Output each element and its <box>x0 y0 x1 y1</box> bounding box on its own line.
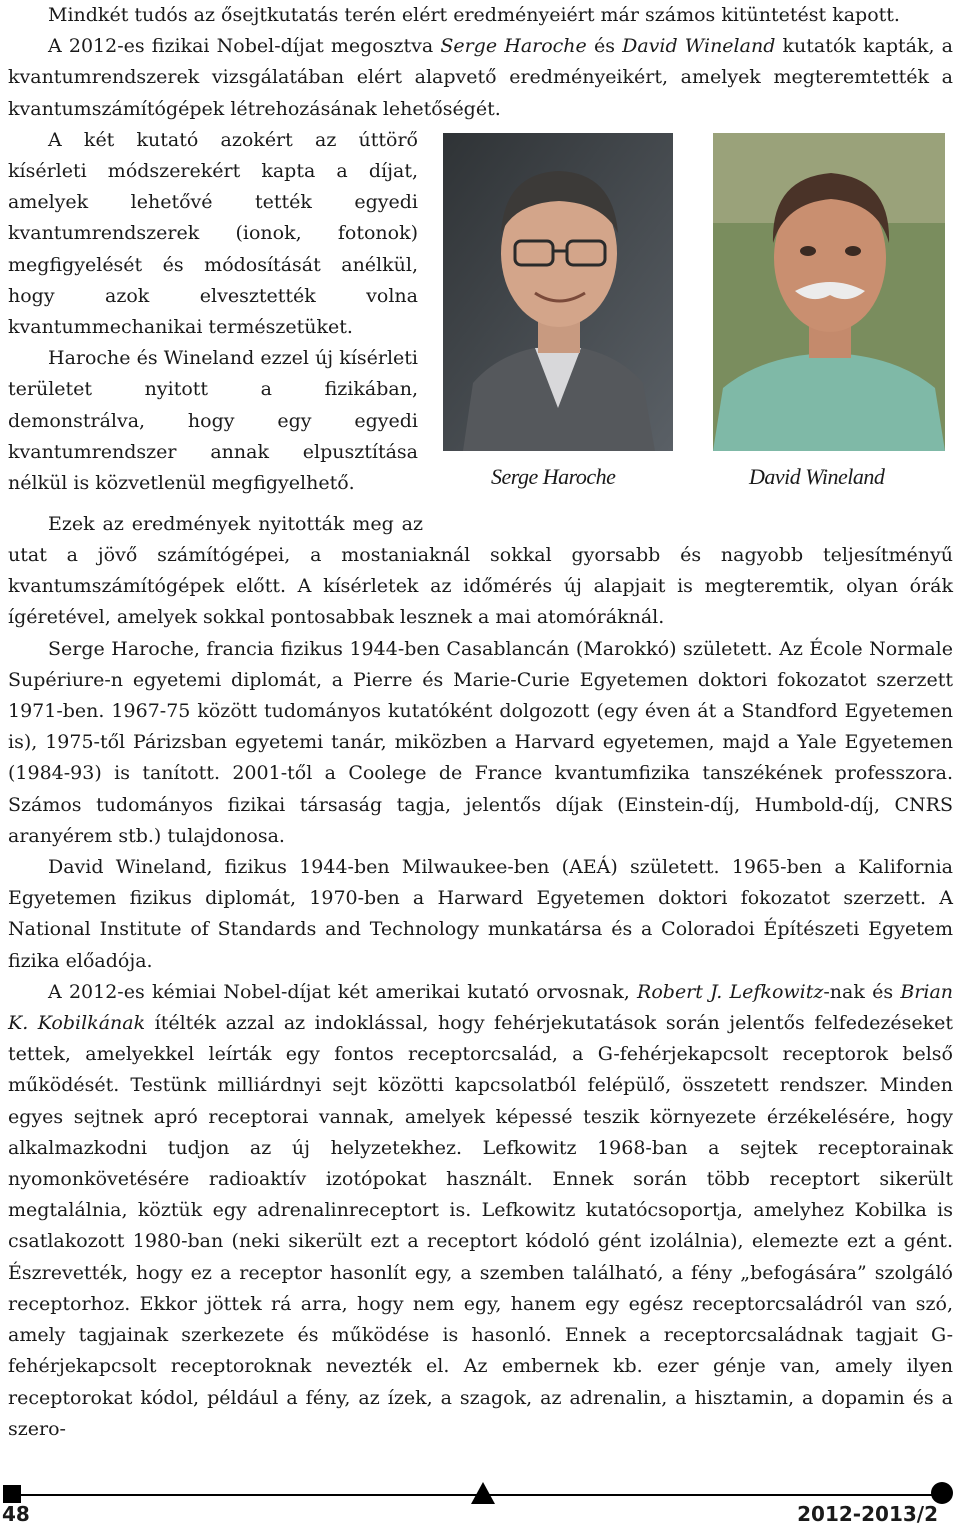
paragraph-8-text-a: A 2012-es kémiai Nobel-díjat két amerikai kutató orvosnak, <box>48 980 638 1003</box>
name-david-wineland: David Wineland <box>622 35 776 58</box>
portrait-serge-haroche <box>443 133 673 451</box>
paragraph-8-text-b: -nak és <box>823 980 901 1003</box>
paragraph-7: David Wineland, fizikus 1944-ben Milwaukee-ben (AEÁ) született. 1965-ben a Kalifornia Egyetemen fizikus diplomát, 1970-ben a Harward Egyetemen doktori fokozatot szerzett. A National Institute of Standards and Technology munkatársa és a Coloradoi Építészeti Egyetem fizika előadója. <box>8 856 953 972</box>
issue-number: 2012-2013/2 <box>797 1502 938 1526</box>
paragraph-6: Serge Haroche, francia fizikus 1944-ben Casablancán (Marokkó) született. Az École Normale Supériure-n egyetemi diplomát, a Pierre és Marie-Curie Egyetemen doktori fokozatot szerzett 1971-ben. 1967-75 között tudományos kutatóként dolgozott (egy éven át a Standford Egyetemen is), 1975-től Párizsban egyetemi tanár, miközben a Harvard egyetemen, majd a Yale Egyetemen (1984-93) is tanított. 2001-től a Coolege de France kvantumfizika tanszékének professzora. Számos tudományos fizikai társaság tagja, jelentős díjak (Einstein-díj, Humbold-díj, CNRS aranyérem stb.) tulajdonosa. <box>8 637 953 847</box>
page-footer <box>0 1480 960 1533</box>
name-robert-lefkowitz: Robert J. Lefkowitz <box>637 980 824 1003</box>
caption-david-wineland: David Wineland <box>749 463 885 489</box>
paragraph-2-text-c: kutatók kapták, a kvantumrendszerek vizsgálatában elért alapvető eredményeikért, amelyek megteremtették a kvantumszámítógépek létrehozásának lehetőségét. <box>8 35 953 120</box>
name-brian-kobilka: Brian K. Kobilkának <box>8 980 954 1035</box>
page-content <box>8 0 953 1445</box>
paragraph-8-text-c: ítélték azzal az indoklással, hogy fehérjekutatások során jelentős felfedezéseket tettek, amelyekkel leírták egy fontos receptorcsalád, a G-fehérjekapcsolt receptorok belső működését. Testünk milliárdnyi sejt közötti kapcsolatból felépülő, összetett rendszer. Minden egyes sejtnek apró receptorai vannak, amelyek képessé teszik környezete érzékelésére, hogy alkalmazkodni tudjon az új helyzetekhez. Lefkowitz 1968-ban a sejtek receptorainak nyomonkövetésére radioaktív izotópokat használt. Ennek során több receptort sikerült megtalálnia, köztük egy adrenalinreceptort is. Lefkowitz kutatócsoportja, amelyhez Kobilka is csatlakozott 1980-ban (neki sikerült ezt a receptort kódoló gént izolálnia), elemezte ezt a gént. Észrevették, hogy ez a receptor hasonlít egy, a szemben található, a fény „befogására” szolgáló receptorhoz. Ekkor jöttek rá arra, hogy nem egy, hanem egy egész receptorcsaládról van szó, amely tagjainak szerkezete és működése is hasonló. Ennek a receptorcsaládnak tagjait G-fehérjekapcsolt receptoroknak nevezték el. Az embernek kb. ezer génje van, amely ilyen receptorokat kódol, például a fény, az ízek, a szagok, az adrenalin, a hisztamin, a dopamin és a szero- <box>8 1012 953 1440</box>
page-number: 48 <box>2 1502 30 1526</box>
paragraph-2-text-a: A 2012-es fizikai Nobel-díjat megosztva <box>48 35 441 58</box>
paragraph-4: Haroche és Wineland ezzel új kísérleti területet nyitott a fizikában, demonstrálva, hogy egy egyedi kvantumrendszer annak elpusztítása nélkül is közvetlenül megfigyelhető. <box>8 347 418 495</box>
paragraph-5: Ezek az eredmények nyitották meg az utat a jövő számítógépei, a mostaniaknál sokkal gyorsabb és nagyobb teljesítményű kvantumszámítógépek előtt. A kísérletek az időmérés új alapjait is megteremtik, olyan órák ígéretével, amelyek sokkal pontosabbak lesznek a mai atomóráknál. <box>8 512 953 629</box>
portrait-david-wineland <box>713 133 945 451</box>
photo-section <box>8 125 953 513</box>
paragraph-2 <box>8 31 953 125</box>
name-serge-haroche: Serge Haroche <box>440 35 587 58</box>
paragraph-2-text-b: és <box>586 35 623 58</box>
triangle-marker-icon <box>471 1482 495 1504</box>
paragraph-8 <box>8 977 953 1445</box>
side-text-column <box>8 125 418 499</box>
caption-serge-haroche: Serge Haroche <box>491 463 616 489</box>
paragraph-1: Mindkét tudós az ősejtkutatás terén elért eredményeiért már számos kitüntetést kapott. <box>48 4 900 26</box>
paragraph-3: A két kutató azokért az úttörő kísérleti módszerekért kapta a díjat, amelyek lehetővé tették egyedi kvantumrendszerek (ionok, fotonok) megfigyelését és módosítását anélkül, hogy azok elvesztették volna kvantummechanikai természetüket. <box>8 128 418 339</box>
photo-block <box>443 133 953 513</box>
